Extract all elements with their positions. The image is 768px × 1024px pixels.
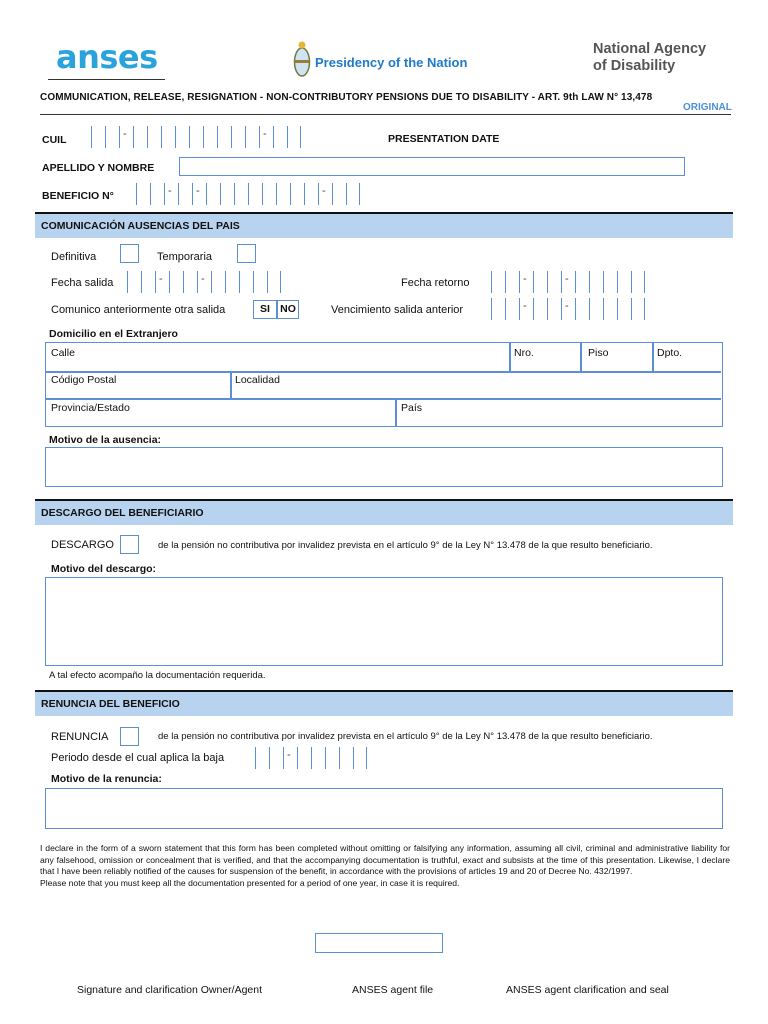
release-reason-input[interactable] [45,577,723,666]
cuil-input[interactable] [91,126,301,148]
release-reason-label: Motivo del descargo: [51,563,157,575]
resignation-text: de la pensión no contributiva por invalidez prevista en el artículo 9° de la Ley N° 13.478 de la que resulto beneficiario. [158,731,653,742]
previous-exit-no[interactable]: NO [277,300,299,319]
absence-reason-label: Motivo de la ausencia: [49,434,162,446]
national-seal-icon [293,40,311,78]
previous-exit-yes[interactable]: SI [253,300,277,319]
departure-date-label: Fecha salida [51,277,114,289]
resignation-checkbox[interactable] [120,727,139,746]
presentation-date-label: PRESENTATION DATE [388,133,500,145]
sworn-declaration [40,843,730,889]
agent-file-input[interactable] [315,933,443,953]
documentation-note: A tal efecto acompaño la documentación requerida. [49,670,266,681]
resignation-label: RENUNCIA [51,731,109,743]
temporary-label: Temporaria [157,251,213,263]
release-label: DESCARGO [51,539,114,551]
return-date-input[interactable] [491,271,645,293]
temporary-checkbox[interactable] [237,244,256,263]
absence-section-header: COMUNICACIÓN AUSENCIAS DEL PAIS [35,212,733,238]
owner-signature-label: Signature and clarification Owner/Agent [77,984,263,996]
resignation-period-label: Periodo desde el cual aplica la baja [51,752,225,764]
return-date-label: Fecha retorno [401,277,470,289]
previous-expiry-input[interactable] [491,298,645,320]
release-section-header: DESCARGO DEL BENEFICIARIO [35,499,733,525]
cuil-label: CUIL [42,134,67,146]
name-input[interactable] [179,157,685,176]
resignation-reason-label: Motivo de la renuncia: [51,773,162,785]
agent-seal-label: ANSES agent clarification and seal [506,984,669,996]
document-title: COMMUNICATION, RELEASE, RESIGNATION - NON-CONTRIBUTORY PENSIONS DUE TO DISABILITY - ART. 9th LAW N° 13,478 [40,92,653,103]
departure-date-input[interactable] [127,271,281,293]
agency-line-1: National Agency [593,41,707,57]
agency-name [593,41,706,75]
release-checkbox[interactable] [120,535,139,554]
definitive-checkbox[interactable] [120,244,139,263]
anses-logo: anses [56,38,158,76]
copy-label: ORIGINAL [683,102,732,113]
abroad-address-label: Domicilio en el Extranjero [49,328,178,340]
street-field[interactable]: Calle [51,347,75,359]
previous-exit-label: Comunico anteriormente otra salida [51,304,226,316]
presidency-label: Presidency of the Nation [315,55,468,70]
abroad-address-grid [45,342,723,427]
absence-reason-input[interactable] [45,447,723,487]
benefit-number-input[interactable] [136,183,360,205]
agent-file-label: ANSES agent file [352,984,434,996]
resignation-reason-input[interactable] [45,788,723,829]
floor-field[interactable]: Piso [588,347,609,359]
benefit-number-label: BENEFICIO N° [42,190,114,202]
postal-code-field[interactable]: Código Postal [51,374,117,386]
release-text: de la pensión no contributiva por invalidez prevista en el artículo 9° de la Ley N° 13.478 de la que resulto beneficiario. [158,540,653,551]
resignation-section-header: RENUNCIA DEL BENEFICIO [35,690,733,716]
name-label: APELLIDO Y NOMBRE [42,162,155,174]
locality-field[interactable]: Localidad [235,374,280,386]
resignation-period-input[interactable] [255,747,367,769]
definitive-label: Definitiva [51,251,97,263]
agency-line-2: of Disability [593,58,676,74]
declaration-text: I declare in the form of a sworn statement that this form has been completed without omitting or falsifying any information, assuming all civil, criminal and administrative liability for any falsehood, omission or concealment that is verified, and that the accompanying documentation is truthful, exact and subsists at the time of this presentation. Likewise, I declare that I have been reliably notified of the causes for suspension of the benefit, in accordance with the provisions of articles 19 and 20 of Decree No. 432/1997. [40,843,730,876]
number-field[interactable]: Nro. [514,347,534,359]
previous-expiry-label: Vencimiento salida anterior [331,304,464,316]
retention-note: Please note that you must keep all the documentation presented for a period of one year, in case it is required. [40,877,460,888]
title-divider [40,114,731,115]
province-field[interactable]: Provincia/Estado [51,402,130,414]
apartment-field[interactable]: Dpto. [657,347,683,359]
country-field[interactable]: País [401,402,423,414]
logo-underline [48,79,165,80]
